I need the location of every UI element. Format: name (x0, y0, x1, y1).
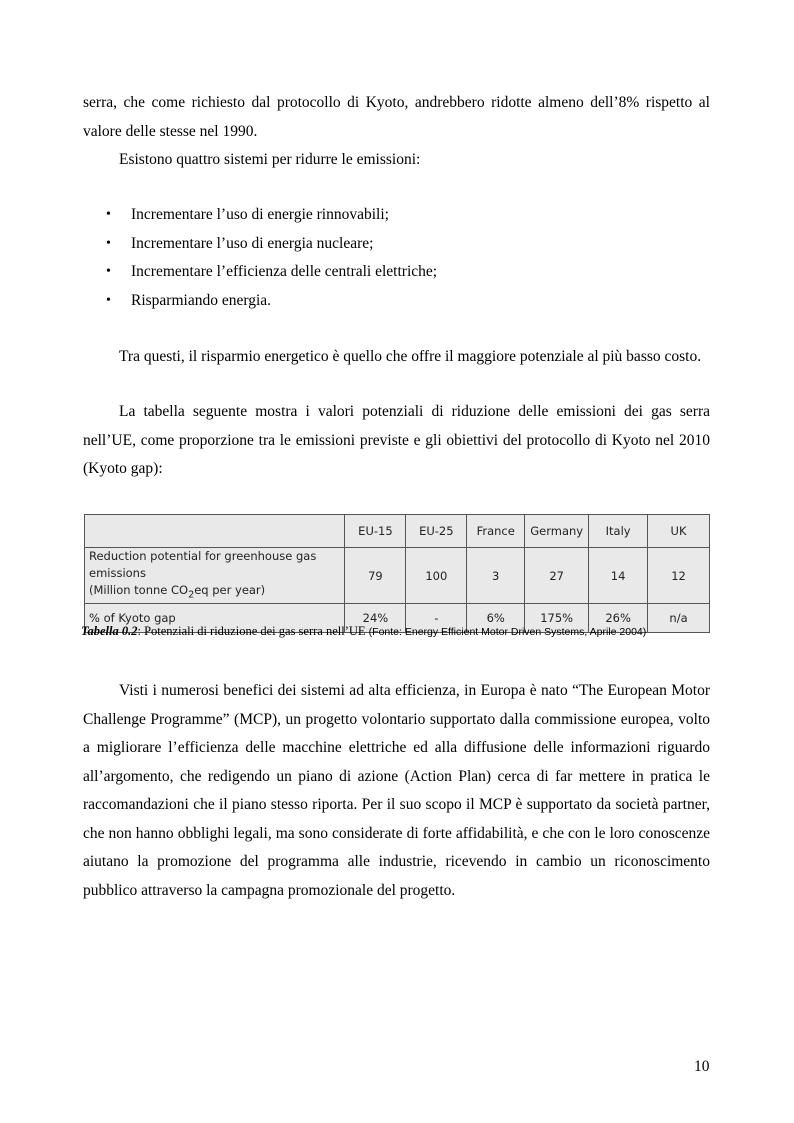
paragraph-systems-intro: Esistono quattro sistemi per ridurre le emissioni: (119, 151, 421, 168)
column-header: EU-15 (345, 515, 406, 548)
table-cell: 26% (589, 604, 648, 633)
table-row (85, 548, 710, 604)
column-header: Germany (525, 515, 589, 548)
bullet-icon: • (106, 235, 111, 251)
bullet-icon: • (106, 293, 111, 309)
column-header: UK (648, 515, 710, 548)
table-cell: 175% (525, 604, 589, 633)
row-label: Reduction potential for greenhouse gas emissions (Million tonne $CO_2eq$ per year) (85, 548, 345, 604)
column-header: Italy (589, 515, 648, 548)
caption-text: : Potenziali di riduzione dei gas serra nell’UE (137, 624, 369, 638)
table-cell: n/a (648, 604, 710, 633)
table-cell: 3 (467, 548, 525, 604)
row-label: % of Kyoto gap (85, 604, 345, 633)
list-item: • Incrementare l’uso di energia nucleare; (106, 230, 437, 259)
table-caption (81, 624, 646, 639)
list-item: • Incrementare l’efficienza delle centrali elettriche; (106, 258, 437, 287)
table-cell: 27 (525, 548, 589, 604)
table-corner-cell (85, 515, 345, 548)
caption-label: Tabella 0.2 (81, 624, 138, 638)
table-cell: 14 (589, 548, 648, 604)
bullet-list (106, 201, 437, 316)
table-cell: 12 (648, 548, 710, 604)
column-header: EU-25 (406, 515, 467, 548)
table-cell: 6% (467, 604, 525, 633)
table-cell: 24% (345, 604, 406, 633)
column-header: France (467, 515, 525, 548)
caption-source: (Fonte: Energy Efficient Motor Driven Systems, Aprile 2004) (368, 626, 647, 638)
table-cell: - (406, 604, 467, 633)
paragraph-intro: serra, che come richiesto dal protocollo di Kyoto, andrebbero ridotte almeno dell’8% rispetto al valore delle stesse nel 1990. (83, 94, 710, 140)
emissions-table (84, 514, 710, 633)
list-item: • Incrementare l’uso di energie rinnovabili; (106, 201, 437, 230)
table-cell: 79 (345, 548, 406, 604)
paragraph-savings: Tra questi, il risparmio energetico è quello che offre il maggiore potenziale al più basso costo. (119, 348, 702, 365)
list-item: • Risparmiando energia. (106, 287, 437, 316)
paragraph-table-intro: La tabella seguente mostra i valori potenziali di riduzione delle emissioni dei gas serra nell’UE, come proporzione tra le emissioni previste e gli obiettivi del protocollo di Kyoto nel 2010 (Kyoto gap): (83, 403, 710, 477)
bullet-icon: • (106, 264, 111, 280)
bullet-icon: • (106, 207, 111, 222)
table-cell: 100 (406, 548, 467, 604)
paragraph-mcp: Visti i numerosi benefici dei sistemi ad alta efficienza, in Europa è nato “The European Motor Challenge Programme” (MCP), un progetto volontario supportato dalla commissione europea, volto a migliorare l’efficienza delle macchine elettriche ed alla diffusione delle informazioni riguardo all’argomento, che redigendo un piano di azione (Action Plan) cerca di far mettere in pratica le raccomandazioni che il piano stesso riporta. Per il suo scopo il MCP è supportato da società partner, che non hanno obblighi legali, ma sono considerate di forte affidabilità, e che con le loro conoscenze aiutano la promozione del programma alle industrie, ricevendo in cambio un riconoscimento pubblico attraverso la campagna promozionale del progetto. (83, 682, 710, 899)
page-number: 10 (694, 1058, 710, 1075)
table-header-row (85, 515, 710, 548)
